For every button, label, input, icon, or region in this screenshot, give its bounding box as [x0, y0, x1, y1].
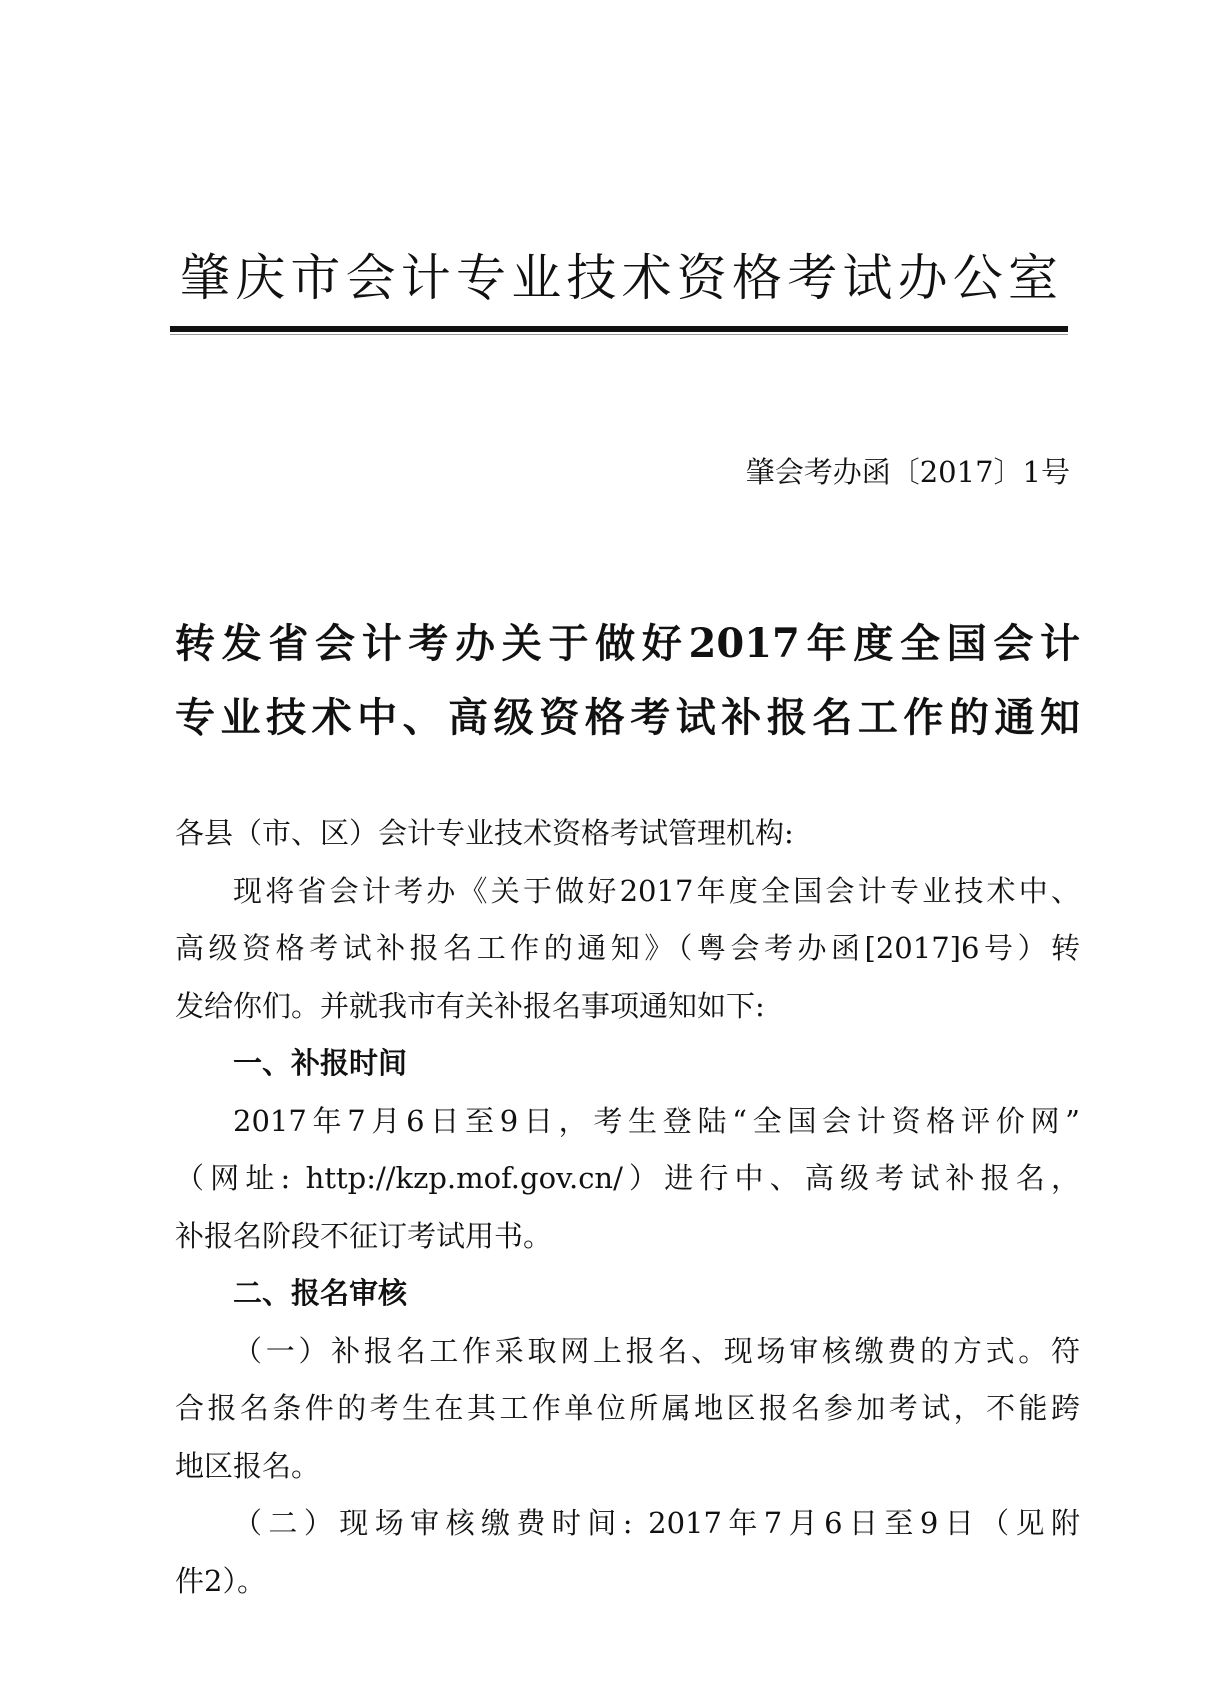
paragraph-line: 补报名阶段不征订考试用书。 [175, 1218, 553, 1253]
document-title-line-1: 转发省会计考办关于做好2017年度全国会计 [175, 620, 1080, 667]
document-number: 肇会考办函〔2017〕1号 [745, 455, 1070, 489]
paragraph-line: 地区报名。 [175, 1448, 321, 1483]
paragraph-line: （网址: http://kzp.mof.gov.cn/）进行中、高级考试补报名， [175, 1161, 1080, 1195]
paragraph-line: 现将省会计考办《关于做好2017年度全国会计专业技术中、 [233, 873, 1080, 908]
paragraph-line: 件2）。 [175, 1563, 266, 1598]
section-heading: 二、报名审核 [233, 1276, 408, 1310]
paragraph-line: 2017年7月6日至9日，考生登陆“全国会计资格评价网” [233, 1103, 1080, 1138]
paragraph-line: 合报名条件的考生在其工作单位所属地区报名参加考试，不能跨 [175, 1391, 1080, 1425]
header-rule [170, 326, 1068, 332]
section-heading: 一、补报时间 [233, 1046, 408, 1080]
salutation: 各县（市、区）会计专业技术资格考试管理机构: [175, 816, 794, 850]
paragraph-line: 高级资格考试补报名工作的通知》（粤会考办函[2017]6号）转 [175, 931, 1080, 965]
document-body [175, 805, 1080, 1610]
paragraph-line: 发给你们。并就我市有关补报名事项通知如下: [175, 988, 765, 1023]
paragraph-line: （一）补报名工作采取网上报名、现场审核缴费的方式。符 [233, 1333, 1080, 1368]
document-title-line-2: 专业技术中、高级资格考试补报名工作的通知 [175, 694, 1080, 741]
header-rule-thin [170, 334, 1068, 335]
paragraph-line: （二）现场审核缴费时间: 2017年7月6日至9日（见附 [233, 1506, 1080, 1540]
issuing-organization: 肇庆市会计专业技术资格考试办公室 [180, 249, 1060, 307]
